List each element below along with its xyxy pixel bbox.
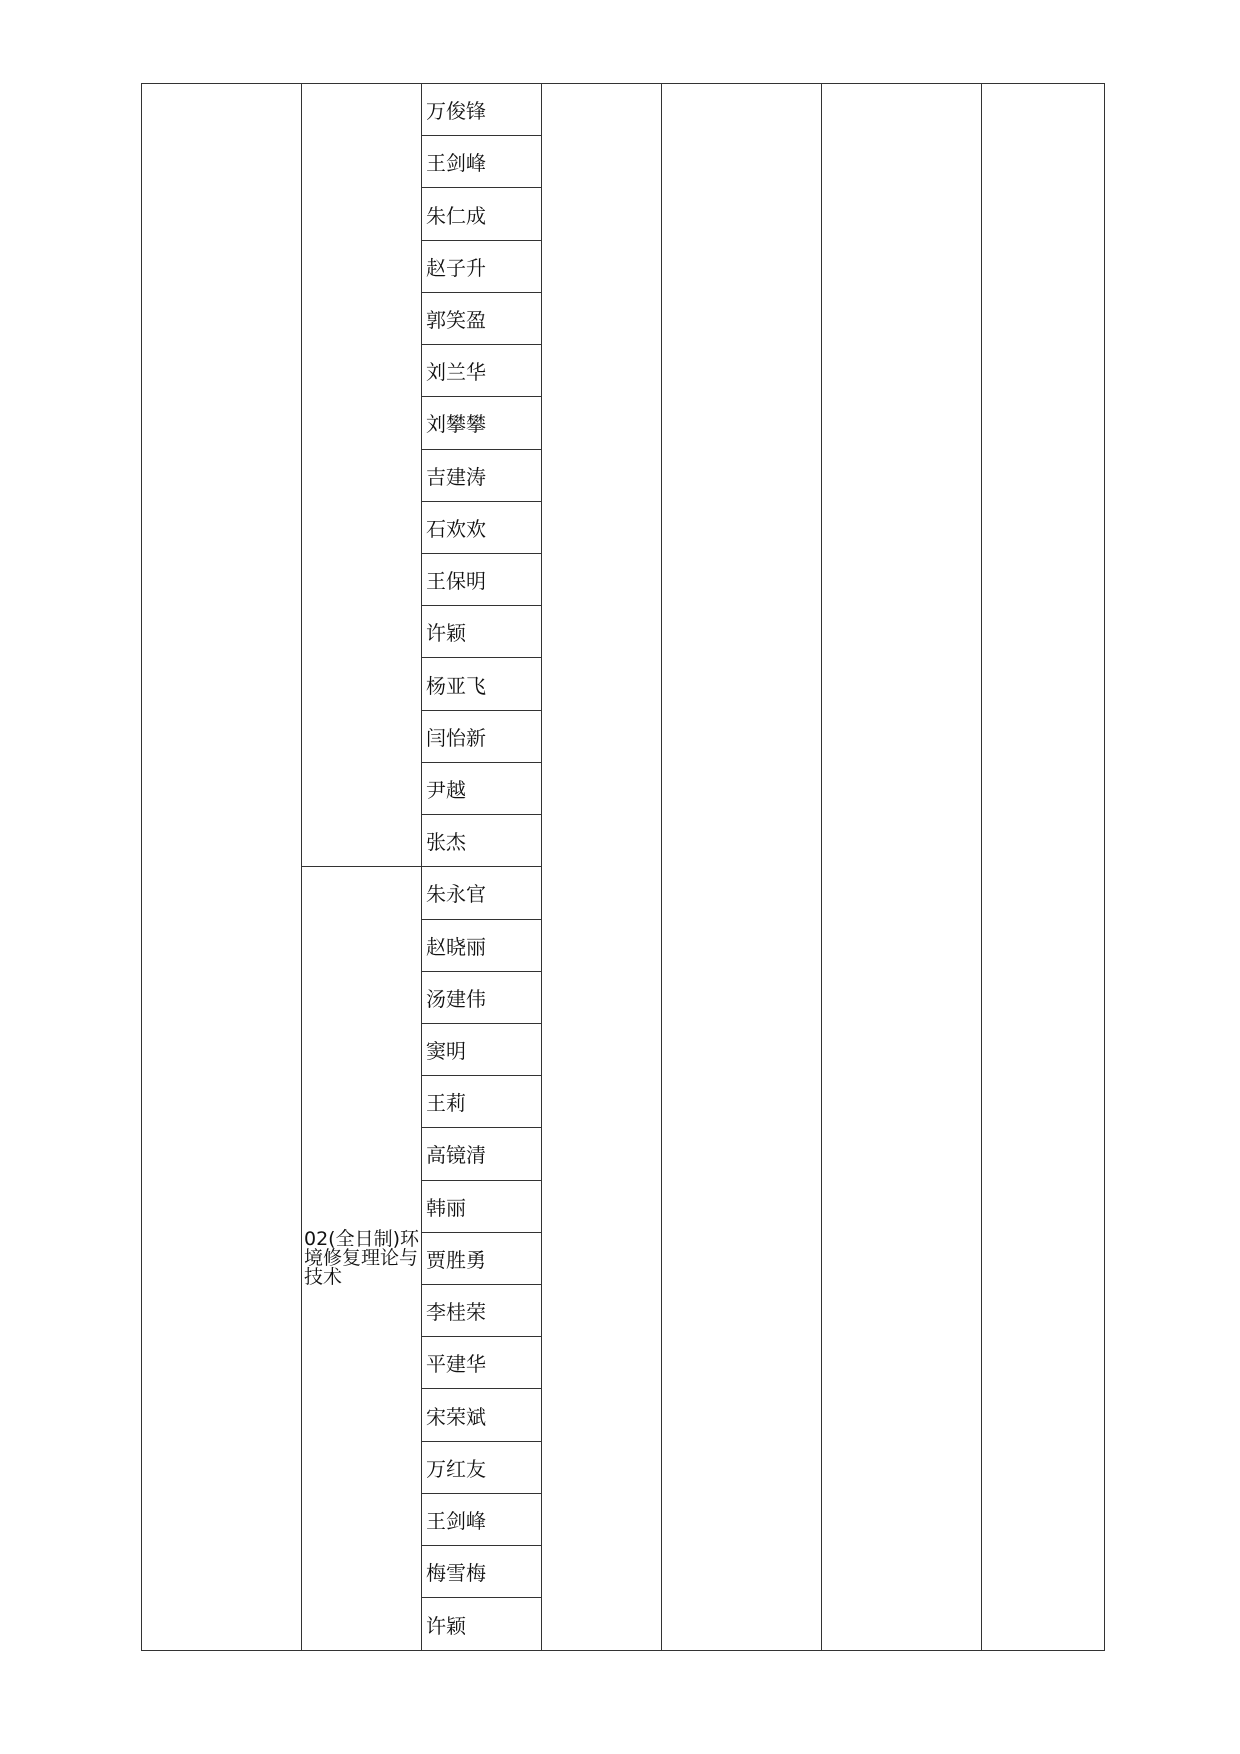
research-direction-text: 02(全日制)环境修复理论与技术 (304, 1228, 420, 1289)
supervisor-name-cell: 王保明 (422, 553, 542, 605)
table-row (142, 84, 1105, 136)
supervisor-name-cell: 王莉 (422, 1076, 542, 1128)
supervisor-name-cell: 万红友 (422, 1441, 542, 1493)
supervisor-name-cell: 窦明 (422, 1023, 542, 1075)
supervisor-name-cell: 万俊锋 (422, 84, 542, 136)
supervisor-name-cell: 石欢欢 (422, 501, 542, 553)
supervisor-name-cell: 韩丽 (422, 1180, 542, 1232)
department-cell (142, 84, 302, 1651)
supervisor-name-cell: 刘攀攀 (422, 397, 542, 449)
supervisor-name-cell: 闫怡新 (422, 710, 542, 762)
supervisor-name-cell: 宋荣斌 (422, 1389, 542, 1441)
retest-subjects-cell (822, 84, 982, 1651)
supervisor-name-cell: 郭笑盈 (422, 292, 542, 344)
supervisor-name-cell: 尹越 (422, 762, 542, 814)
research-direction-cell (302, 867, 422, 1651)
roster-table (141, 83, 1105, 1651)
supervisor-name-cell: 王剑峰 (422, 136, 542, 188)
supervisor-name-cell: 许颖 (422, 1598, 542, 1651)
enrollment-cell (542, 84, 662, 1651)
supervisor-name-cell: 贾胜勇 (422, 1232, 542, 1284)
supervisor-name-cell: 高镜清 (422, 1128, 542, 1180)
supervisor-name-cell: 朱永官 (422, 867, 542, 919)
supervisor-name-cell: 王剑峰 (422, 1493, 542, 1545)
supervisor-name-cell: 朱仁成 (422, 188, 542, 240)
supervisor-name-cell: 李桂荣 (422, 1285, 542, 1337)
supervisor-name-cell: 许颖 (422, 606, 542, 658)
supervisor-name-cell: 平建华 (422, 1337, 542, 1389)
supervisor-name-cell: 杨亚飞 (422, 658, 542, 710)
exam-subjects-cell (662, 84, 822, 1651)
supervisor-name-cell: 赵晓丽 (422, 919, 542, 971)
research-direction-cell (302, 84, 422, 867)
supervisor-name-cell: 张杰 (422, 815, 542, 867)
supervisor-name-cell: 汤建伟 (422, 971, 542, 1023)
supervisor-name-cell: 梅雪梅 (422, 1546, 542, 1598)
supervisor-name-cell: 刘兰华 (422, 345, 542, 397)
remarks-cell (982, 84, 1105, 1651)
supervisor-name-cell: 赵子升 (422, 240, 542, 292)
supervisor-name-cell: 吉建涛 (422, 449, 542, 501)
